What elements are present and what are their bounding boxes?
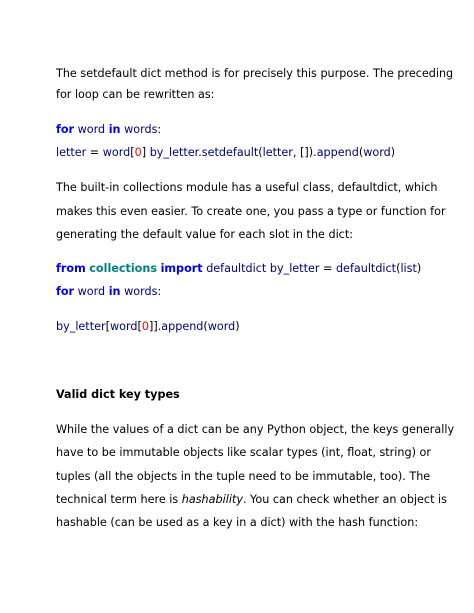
code-bracket: [ xyxy=(130,146,135,159)
para1-line2: for loop can be rewritten as: xyxy=(56,88,215,101)
code-identifier-word: word xyxy=(77,285,106,298)
para3-line4 xyxy=(56,493,447,507)
code-dot: . xyxy=(157,320,162,333)
code-identifier-list: list xyxy=(400,262,417,275)
para2-line1: The built-in collections module has a useful class, defaultdict, which xyxy=(56,181,438,194)
code-identifier-by-letter: by_letter xyxy=(149,146,199,159)
code-identifier-word: word xyxy=(109,320,138,333)
code-module-collections: collections xyxy=(89,262,157,275)
code-identifier-defaultdict-call: defaultdict xyxy=(335,262,397,275)
code-colon: : xyxy=(157,285,162,298)
code1-line2 xyxy=(56,146,395,160)
code-number-zero: 0 xyxy=(141,320,149,333)
para2-line3: generating the default value for each slot in the dict: xyxy=(56,228,353,241)
code-paren: ( xyxy=(203,320,208,333)
code-number-zero: 0 xyxy=(134,146,142,159)
code-method-setdefault: setdefault xyxy=(201,146,259,159)
code-method-append: append xyxy=(161,320,204,333)
code-paren: ( xyxy=(396,262,401,275)
code-bracket: ] xyxy=(141,146,147,159)
keyword-in: in xyxy=(108,123,121,136)
para3-line1: While the values of a dict can be any Python object, the keys generally xyxy=(56,423,455,436)
code-identifier-by-letter: by_letter xyxy=(269,262,320,275)
code-paren: ) xyxy=(235,320,240,333)
code-equals: = xyxy=(319,262,336,275)
code-identifier-letter-arg: letter xyxy=(262,146,293,159)
code-identifier-defaultdict: defaultdict xyxy=(206,262,267,275)
emphasis-hashability: hashability xyxy=(181,493,243,506)
code-bracket: ] xyxy=(153,320,158,333)
code-colon: : xyxy=(157,123,162,136)
code-paren: ( xyxy=(358,146,364,159)
para3-line5: hashable (can be used as a key in a dict) with the hash function: xyxy=(56,516,419,529)
code-paren: ) xyxy=(416,262,422,275)
para3-line4-pre: technical term here is xyxy=(56,493,182,506)
code-bracket: ] xyxy=(148,320,154,333)
code-identifier-by-letter: by_letter xyxy=(56,320,106,333)
code-equals: = xyxy=(86,146,103,159)
code1-line1 xyxy=(56,123,161,137)
code2-line3 xyxy=(56,320,240,334)
para3-line4-post: . You can check whether an object is xyxy=(242,493,447,506)
code-identifier-word: word xyxy=(77,123,106,136)
keyword-for: for xyxy=(56,285,75,298)
code2-line2 xyxy=(56,285,161,299)
para2-line2: makes this even easier. To create one, you pass a type or function for xyxy=(56,205,446,218)
code-bracket: [ xyxy=(105,320,110,333)
keyword-for: for xyxy=(56,123,75,136)
code-comma: , xyxy=(292,146,301,159)
code2-line1 xyxy=(56,262,421,276)
para3-line3: tuples (all the objects in the tuple need to be immutable, too). The xyxy=(56,470,431,483)
code-paren: ) xyxy=(390,146,396,159)
code-identifier-word: word xyxy=(102,146,131,159)
code-identifier-word-arg: word xyxy=(363,146,391,159)
section-heading: Valid dict key types xyxy=(56,388,180,401)
para3-line2: have to be immutable objects like scalar types (int, float, string) or xyxy=(56,446,431,459)
code-dot: . xyxy=(313,146,317,159)
keyword-in: in xyxy=(108,285,121,298)
code-identifier-words: words xyxy=(124,123,158,136)
code-empty-list: [] xyxy=(300,146,309,159)
code-dot: . xyxy=(198,146,202,159)
code-paren: ) xyxy=(308,146,314,159)
code-identifier-words: words xyxy=(124,285,158,298)
code-method-append: append xyxy=(316,146,359,159)
keyword-from: from xyxy=(56,262,86,275)
code-paren: ( xyxy=(258,146,263,159)
code-identifier-word-arg: word xyxy=(207,320,236,333)
code-identifier-letter: letter xyxy=(56,146,87,159)
code-bracket: [ xyxy=(137,320,142,333)
keyword-import: import xyxy=(160,262,203,275)
para1-line1: The setdefault dict method is for precisely this purpose. The preceding xyxy=(56,67,454,80)
